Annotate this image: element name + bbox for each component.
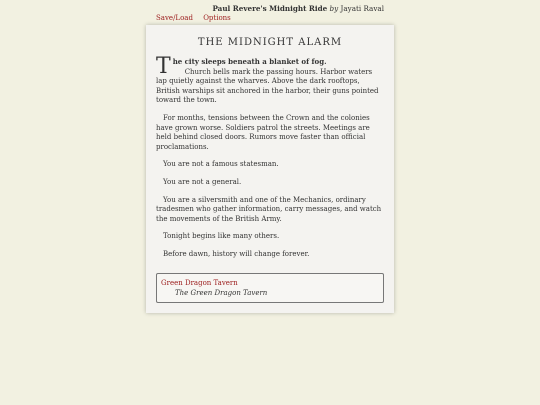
passage-text: [156, 54, 384, 268]
by-label: by: [329, 4, 339, 13]
passage-heading: THE MIDNIGHT ALARM: [197, 37, 343, 48]
choice-option[interactable]: [156, 273, 384, 303]
drop-cap: T: [156, 54, 171, 79]
paragraph: You are not a general.: [163, 177, 242, 186]
paragraph: Tonight begins like many others.: [163, 232, 280, 241]
paragraph: For months, tensions between the Crown and the colonies have grown worse. Soldiers patrol the streets. Meetings are held behind closed doors. Rumors move faster than official proclamations.: [156, 113, 370, 151]
paragraph: Before dawn, history will change forever.: [163, 249, 310, 258]
game-title: [212, 4, 384, 13]
paragraph: You are a silversmith and one of the Mechanics, ordinary tradesmen who gather information, carry messages, and watch the movements of the British Army.: [156, 195, 382, 223]
first-paragraph: [156, 54, 384, 106]
menu-bar: [156, 14, 239, 22]
lead-sentence: he city sleeps beneath a blanket of fog.: [172, 57, 327, 66]
top-bar: [0, 0, 540, 24]
first-paragraph-rest: Church bells mark the passing hours. Harbor waters lap quietly against the wharves. Above the dark rooftops, British warships sit anchored in the harbor, their guns pointed toward the town.: [156, 67, 379, 105]
paragraph: You are not a famous statesman.: [163, 160, 279, 169]
author-name: Jayati Raval: [340, 4, 384, 13]
save-load-button[interactable]: Save/Load: [156, 14, 193, 22]
story-title: Paul Revere's Midnight Ride: [212, 4, 328, 13]
choice-subtitle: The Green Dragon Tavern: [175, 289, 268, 297]
choice-link[interactable]: Green Dragon Tavern: [161, 279, 238, 287]
options-button[interactable]: Options: [203, 14, 231, 22]
passage-card: [146, 25, 394, 313]
